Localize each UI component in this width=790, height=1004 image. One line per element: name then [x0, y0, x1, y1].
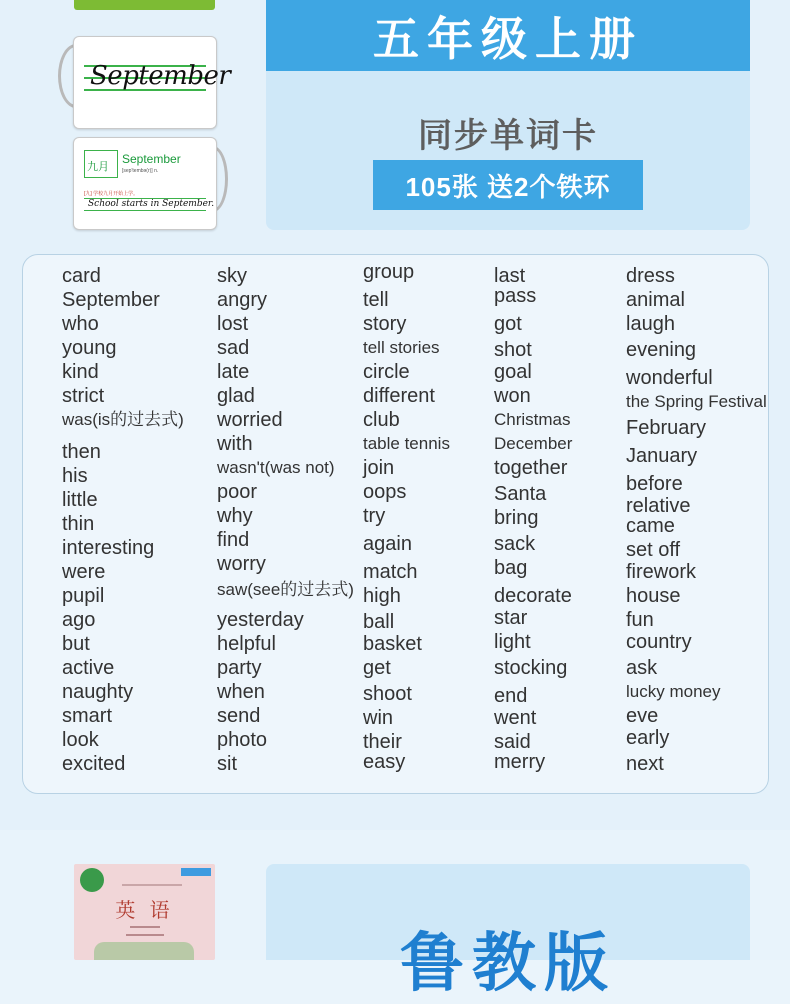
word-item: join [363, 457, 395, 479]
word-item: card [62, 265, 101, 287]
word-item: little [62, 489, 98, 511]
word-item: tell stories [363, 338, 440, 357]
word-item: yesterday [217, 609, 304, 631]
word-item: different [363, 385, 435, 407]
word-item: decorate [494, 585, 572, 607]
word-item: young [62, 337, 117, 359]
title-bar [266, 0, 750, 71]
word-item: glad [217, 385, 255, 407]
word-item: their [363, 731, 402, 753]
word-item: his [62, 465, 88, 487]
card-sentence: School starts in September. [88, 199, 215, 209]
publisher-logo-icon [80, 868, 104, 892]
card-word: September [122, 152, 181, 166]
word-item: won [494, 385, 531, 407]
word-item: before [626, 473, 683, 495]
word-item: light [494, 631, 531, 653]
edition-title: 鲁教版 [400, 927, 616, 999]
word-item: eve [626, 705, 659, 727]
word-item: firework [626, 561, 697, 583]
card-phonetic: [sep'tembə(r)] n. [122, 168, 159, 174]
word-item: pupil [62, 585, 105, 607]
product-image-strip [74, 0, 215, 10]
word-item: lucky money [626, 682, 721, 701]
word-item: worried [217, 409, 283, 431]
word-item: excited [62, 753, 126, 775]
grade-title: 五年级上册 [373, 12, 643, 65]
month-box: 九月 [84, 150, 118, 178]
word-item: photo [217, 729, 268, 751]
promo-badge: 105张 送2个铁环 [373, 160, 643, 210]
word-item: find [217, 529, 250, 551]
word-item: tell [363, 289, 389, 311]
word-item: circle [363, 361, 410, 383]
word-item: were [62, 561, 106, 583]
word-item: star [494, 607, 528, 629]
word-item: February [626, 417, 707, 439]
word-item: saw(see的过去式) [217, 580, 354, 599]
word-item: party [217, 657, 262, 679]
word-item: merry [494, 751, 546, 773]
word-item: last [494, 265, 526, 287]
word-item: story [363, 313, 407, 335]
word-item: got [494, 313, 522, 335]
word-item: dress [626, 265, 675, 287]
word-item: try [363, 505, 386, 527]
word-item: club [363, 409, 400, 431]
word-item: look [62, 729, 99, 751]
word-item: ball [363, 611, 395, 633]
word-item: kind [62, 361, 99, 383]
word-item: stocking [494, 657, 568, 679]
textbook-cover [74, 864, 215, 960]
word-item: bag [494, 557, 528, 579]
word-item: went [494, 707, 537, 729]
word-item: animal [626, 289, 685, 311]
word-item: again [363, 533, 412, 555]
word-item: then [62, 441, 101, 463]
word-item: interesting [62, 537, 155, 559]
subtitle: 同步单词卡 [418, 117, 598, 155]
word-item: with [217, 433, 253, 455]
word-item: shot [494, 339, 532, 361]
word-item: strict [62, 385, 105, 407]
word-item: who [62, 313, 99, 335]
word-item: group [363, 261, 415, 283]
word-item: active [62, 657, 115, 679]
word-item: September [62, 289, 160, 311]
word-item: poor [217, 481, 258, 503]
word-item: helpful [217, 633, 276, 655]
word-item: naughty [62, 681, 134, 703]
word-item: angry [217, 289, 268, 311]
word-item: table tennis [363, 434, 450, 453]
word-item: smart [62, 705, 112, 727]
word-item: January [626, 445, 698, 467]
word-item: together [494, 457, 568, 479]
word-item: Santa [494, 483, 547, 505]
word-item: sit [217, 753, 237, 775]
word-item: sad [217, 337, 250, 359]
card-word: September [90, 61, 231, 91]
word-item: get [363, 657, 391, 679]
word-item: bring [494, 507, 539, 529]
word-item: the Spring Festival [626, 392, 767, 411]
word-item: wonderful [626, 367, 713, 389]
word-item: send [217, 705, 261, 727]
word-item: worry [217, 553, 266, 575]
word-item: set off [626, 539, 681, 561]
word-item: end [494, 685, 528, 707]
word-item: house [626, 585, 681, 607]
word-item: country [626, 631, 692, 653]
word-item: goal [494, 361, 532, 383]
word-item: fun [626, 609, 654, 631]
word-item: wasn't(was not) [217, 458, 335, 477]
word-item: when [217, 681, 265, 703]
word-item: was(is的过去式) [62, 410, 184, 429]
card-meaning: [九] 学校九月开始上学。 [84, 191, 139, 197]
word-item: easy [363, 751, 406, 773]
word-item: December [494, 434, 573, 453]
book-title: 英 语 [115, 898, 174, 922]
word-item: pass [494, 285, 537, 307]
word-item: high [363, 585, 401, 607]
word-item: evening [626, 339, 697, 361]
word-item: came [626, 515, 675, 537]
word-item: sky [217, 265, 247, 287]
word-item: lost [217, 313, 249, 335]
word-item: early [626, 727, 670, 749]
sample-card-front [73, 36, 231, 129]
word-item: win [363, 707, 394, 729]
cover-illustration [94, 942, 194, 960]
word-item: thin [62, 513, 95, 535]
word-item: shoot [363, 683, 412, 705]
word-item: oops [363, 481, 407, 503]
word-item: late [217, 361, 250, 383]
cover-badge [181, 868, 211, 876]
word-item: sack [494, 533, 536, 555]
sample-card-back [73, 137, 217, 230]
word-item: ask [626, 657, 658, 679]
word-item: ago [62, 609, 96, 631]
word-item: relative [626, 495, 691, 517]
word-list-panel [22, 254, 769, 794]
word-item: basket [363, 633, 422, 655]
word-item: Christmas [494, 410, 571, 429]
edition-panel [266, 864, 750, 999]
word-item: but [62, 633, 90, 655]
word-item: said [494, 731, 531, 753]
title-panel [266, 0, 750, 230]
word-item: laugh [626, 313, 675, 335]
word-item: match [363, 561, 418, 583]
word-item: why [217, 505, 253, 527]
word-item: next [626, 753, 664, 775]
